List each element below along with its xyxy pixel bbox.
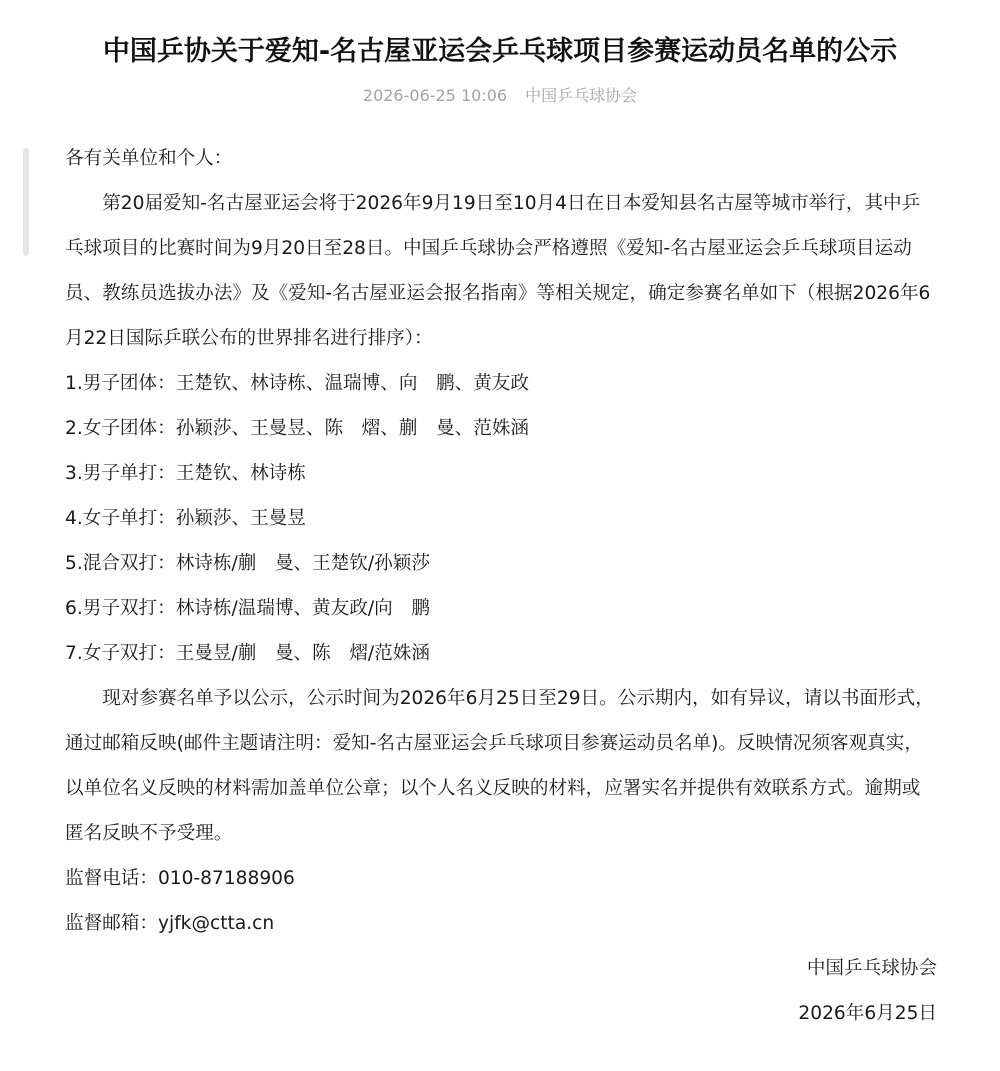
- publish-date: 2026-06-25 10:06: [362, 86, 508, 105]
- publisher-source: 中国乒乓球协会: [525, 86, 638, 105]
- article-body: [65, 136, 937, 1036]
- entry-item: 5.混合双打：林诗栋/蒯 曼、王楚钦/孙颖莎: [65, 553, 430, 574]
- signature-date: 2026年6月25日: [798, 1003, 937, 1024]
- entry-item: 1.男子团体：王楚钦、林诗栋、温瑞博、向 鹏、黄友政: [65, 373, 529, 394]
- notice-paragraph: 现对参赛名单予以公示，公示时间为2026年6月25日至29日。公示期内，如有异议，请以书面形式，通过邮箱反映(邮件主题请注明：爱知-名古屋亚运会乒乓球项目参赛运动员名单)。反映情况须客观真实，以单位名义反映的材料需加盖单位公章；以个人名义反映的材料，应署实名并提供有效联系方式。逾期或匿名反映不予受理。: [65, 688, 934, 844]
- supervision-phone: 监督电话：010-87188906: [65, 868, 295, 889]
- scroll-indicator[interactable]: [23, 148, 29, 256]
- salutation: 各有关单位和个人：: [65, 148, 233, 169]
- supervision-email: 监督邮箱：yjfk@ctta.cn: [65, 913, 275, 934]
- signature-organization: 中国乒乓球协会: [806, 958, 937, 979]
- entry-item: 7.女子双打：王曼昱/蒯 曼、陈 熠/范姝涵: [65, 643, 430, 664]
- entry-item: 3.男子单打：王楚钦、林诗栋: [65, 463, 306, 484]
- entry-item: 2.女子团体：孙颖莎、王曼昱、陈 熠、蒯 曼、范姝涵: [65, 418, 529, 439]
- entry-item: 4.女子单打：孙颖莎、王曼昱: [65, 508, 306, 529]
- entry-item: 6.男子双打：林诗栋/温瑞博、黄友政/向 鹏: [65, 598, 430, 619]
- article-meta: [0, 84, 1000, 108]
- page-title: 中国乒协关于爱知-名古屋亚运会乒乓球项目参赛运动员名单的公示: [102, 36, 898, 67]
- intro-paragraph: 第20届爱知-名古屋亚运会将于2026年9月19日至10月4日在日本爱知县名古屋等城市举行，其中乒乓球项目的比赛时间为9月20日至28日。中国乒乓球协会严格遵照《爱知-名古屋亚运会乒乓球项目运动员、教练员选拔办法》及《爱知-名古屋亚运会报名指南》等相关规定，确定参赛名单如下（根据2026年6月22日国际乒联公布的世界排名进行排序）：: [65, 193, 931, 349]
